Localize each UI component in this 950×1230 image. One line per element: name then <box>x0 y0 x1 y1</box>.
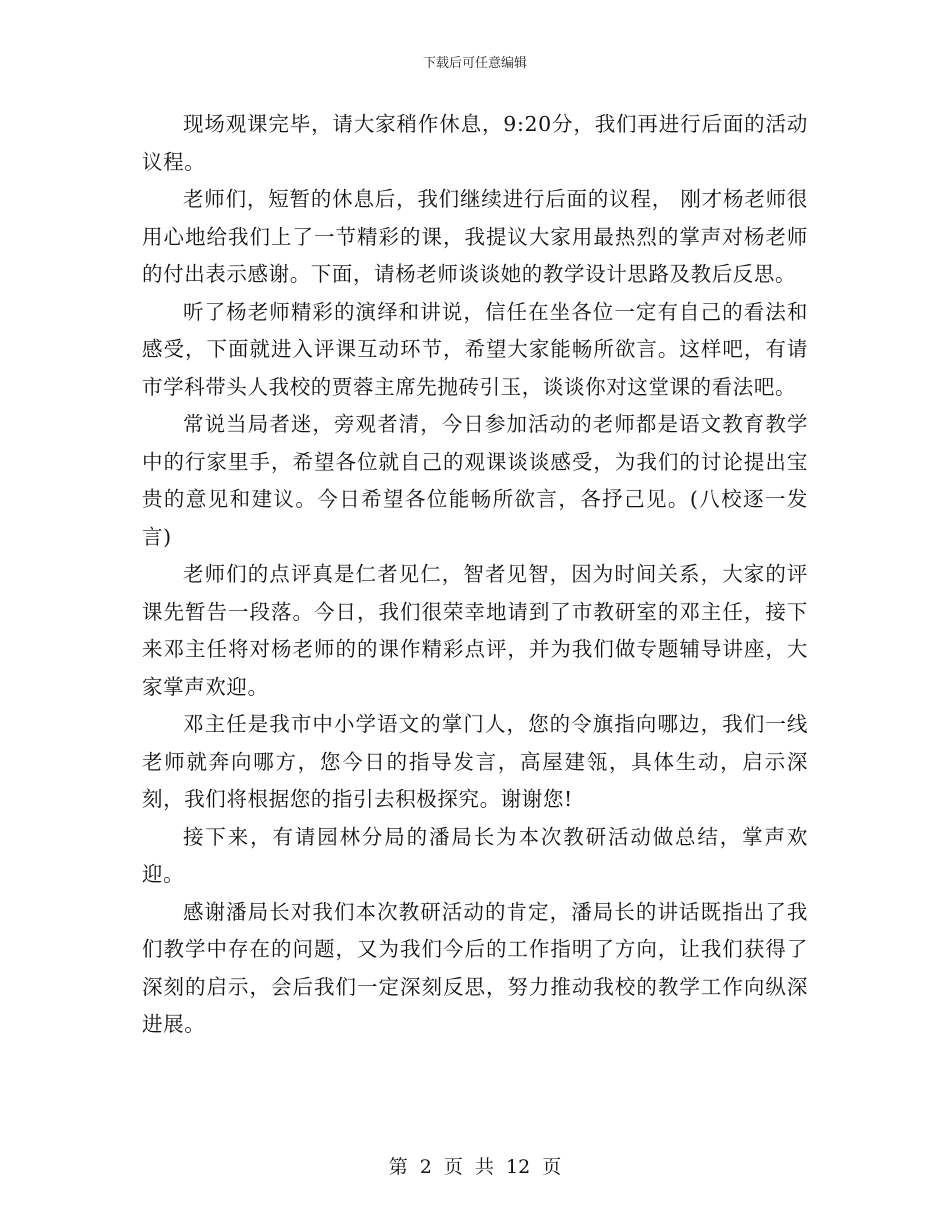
paragraph-1: 现场观课完毕，请大家稍作休息，9:20分，我们再进行后面的活动议程。 <box>142 112 808 174</box>
paragraph-7: 接下来，有请园林分局的潘局长为本次教研活动做总结，掌声欢迎。 <box>142 824 808 886</box>
paragraph-8: 感谢潘局长对我们本次教研活动的肯定，潘局长的讲话既指出了我们教学中存在的问题，又为我们今后的工作指明了方向，让我们获得了深刻的启示，会后我们一定深刻反思，努力推动我校的教学工作向纵深进展。 <box>142 899 808 1036</box>
page-number-footer: 第 2 页 共 12 页 <box>388 1156 562 1178</box>
paragraph-4: 常说当局者迷，旁观者清，今日参加活动的老师都是语文教育教学中的行家里手，希望各位就自己的观课谈谈感受，为我们的讨论提出宝贵的意见和建议。今日希望各位能畅所欲言，各抒己见。(八校逐一发言) <box>142 412 808 549</box>
paragraph-5: 老师们的点评真是仁者见仁，智者见智，因为时间关系，大家的评课先暂告一段落。今日，我们很荣幸地请到了市教研室的邓主任，接下来邓主任将对杨老师的的课作精彩点评，并为我们做专题辅导讲座，大家掌声欢迎。 <box>142 562 808 699</box>
paragraph-3: 听了杨老师精彩的演绎和讲说，信任在坐各位一定有自己的看法和感受，下面就进入评课互动环节，希望大家能畅所欲言。这样吧，有请市学科带头人我校的贾蓉主席先抛砖引玉，谈谈你对这堂课的看法吧。 <box>142 299 808 399</box>
paragraph-2: 老师们，短暂的休息后，我们继续进行后面的议程， 刚才杨老师很用心地给我们上了一节精彩的课，我提议大家用最热烈的掌声对杨老师的付出表示感谢。下面，请杨老师谈谈她的教学设计思路及教后反思。 <box>142 187 808 286</box>
document-body <box>142 106 808 1044</box>
page-header: 下载后可任意编辑 <box>422 56 527 71</box>
paragraph-6: 邓主任是我市中小学语文的掌门人，您的令旗指向哪边，我们一线老师就奔向哪方，您今日的指导发言，高屋建瓴，具体生动，启示深刻，我们将根据您的指引去积极探究。谢谢您! <box>142 712 808 811</box>
